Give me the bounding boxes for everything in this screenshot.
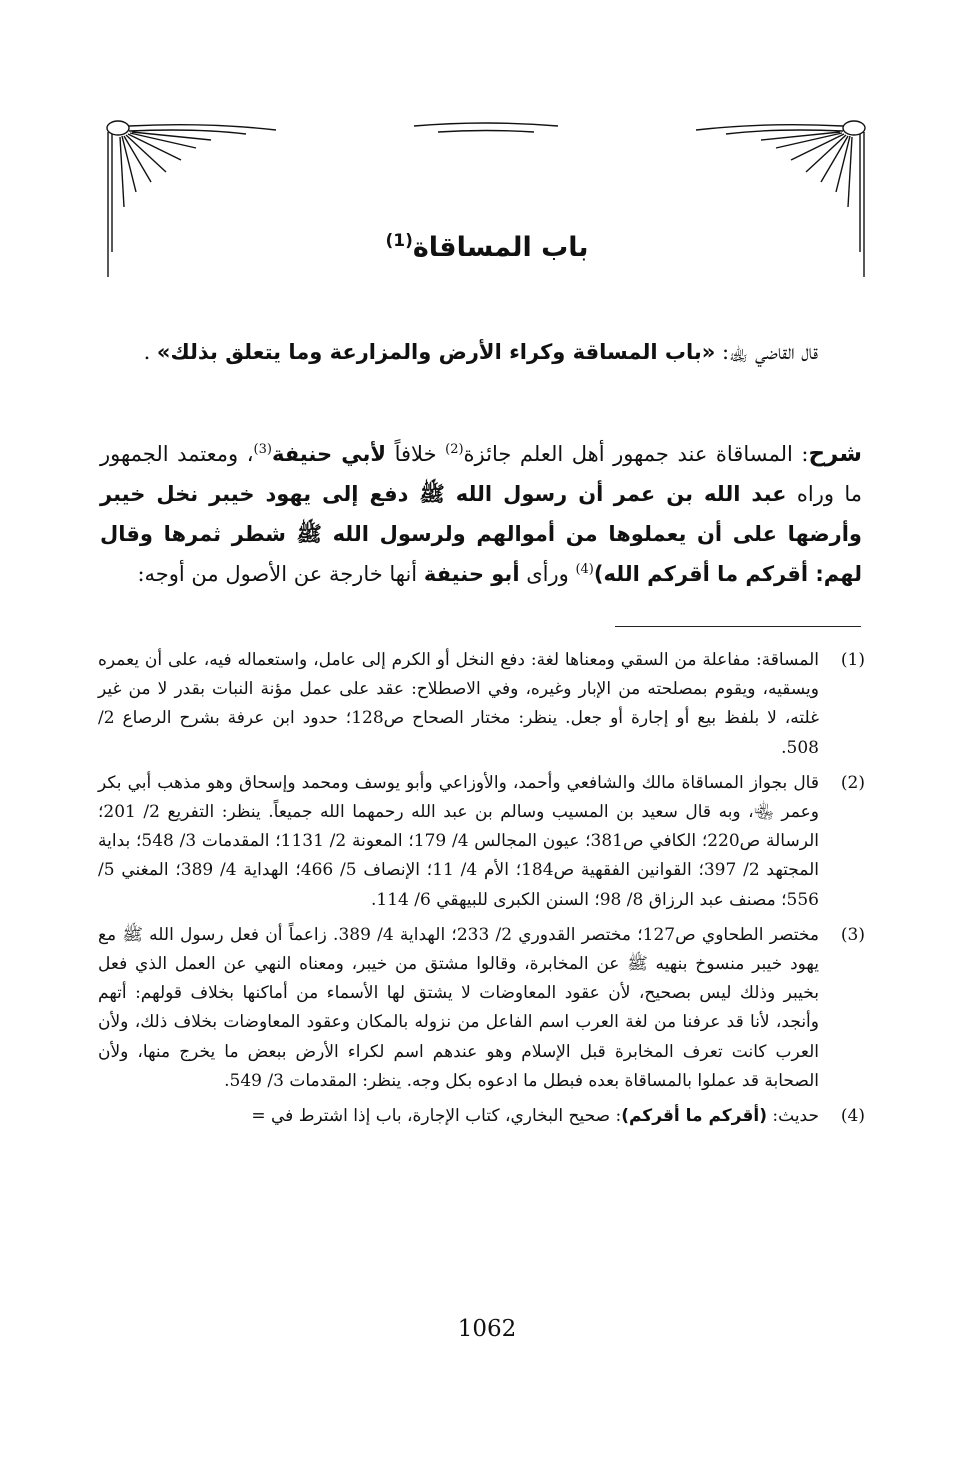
matn-intro: قال القاضي ﵀: (715, 340, 818, 364)
footnote-text: قال بجواز المساقاة مالك والشافعي وأحمد، والأوزاعي وأبو يوسف ومحمد وإسحاق وهو مذهب أبي بكر وعمر ﵄، وبه قال سعيد بن المسيب وسالم بن عبد الله رحمهما الله جميعاً. ينظر: التفريع 2/ 201؛ الرسالة ص220؛ الكافي ص381؛ عيون المجالس 4/ 179؛ المعونة 2/ 1131؛ المقدمات 3/ 548؛ بداية المجتهد 2/ 397؛ القوانين الفقهية ص184؛ الأم 4/ 11؛ الإنصاف 5/ 466؛ الهداية 4/ 389؛ المغني 5/ 556؛ مصنف عبد الرزاق 8/ 98؛ السنن الكبرى للبيهقي 6/ 114. (98, 772, 820, 910)
footnote-text (98, 1102, 819, 1131)
footnote-ref-4: (4) (575, 562, 594, 577)
sharh-paragraph (100, 434, 862, 594)
sharh-bold-ibn-umar: عبد الله بن عمر (613, 482, 787, 506)
sharh-label: شرح (808, 441, 862, 467)
chapter-title-text: باب المساقاة (412, 232, 589, 263)
footnote-ref-2: (2) (445, 442, 464, 457)
matn-end: . (143, 340, 157, 364)
matn-paragraph (100, 332, 862, 372)
footnotes-section (98, 646, 865, 1137)
footnote-number: (4) (840, 1106, 865, 1127)
footnote-separator (615, 626, 861, 627)
sharh-text-5: ورأى (519, 562, 576, 586)
footnote-bold: (أقركم ما أقركم) (621, 1106, 767, 1127)
footnote-number: (2) (840, 772, 865, 793)
sharh-text-2: خلافاً (386, 442, 446, 466)
sharh-text-6: أنها خارجة عن الأصول من أوجه: (137, 562, 424, 586)
footnote-number: (1) (840, 650, 865, 670)
footnote-post: : صحيح البخاري، كتاب الإجارة، باب إذا اشترط في = (251, 1106, 622, 1127)
footnote-item (98, 769, 865, 915)
sharh-bold-abu-hanifa-2: أبو حنيفة (423, 562, 520, 586)
matn-quote: «باب المساقة وكراء الأرض والمزارعة وما يتعلق بذلك» (156, 340, 716, 364)
chapter-footnote-ref: (1) (385, 231, 413, 251)
footnote-number: (3) (840, 924, 865, 945)
footnote-ref-3: (3) (253, 442, 272, 457)
sharh-text-1: : المساقاة عند جمهور أهل العلم جائزة (463, 442, 809, 466)
footnote-pre: حديث: (767, 1106, 819, 1127)
sharh-text-3: ، ومعتمد الجمهور ما وراه (100, 442, 862, 506)
page-number: 1062 (457, 1316, 517, 1342)
footnote-item (98, 921, 865, 1096)
sharh-bold-abu-hanifa: لأبي حنيفة (271, 442, 387, 466)
footnote-item (98, 1102, 865, 1131)
footnote-item (98, 646, 865, 763)
sharh-bold-hadith: أن رسول الله ﷺ دفع إلى يهود خيبر نخل خيبر وأرضها على أن يعملوها من أموالهم ولرسول الله ﷺ شطر ثمرها وقال لهم: أقركم ما أقركم الله) (100, 482, 862, 586)
chapter-title (0, 232, 974, 263)
footnote-text: المساقة: مفاعلة من السقي ومعناها لغة: دفع النخل أو الكرم إلى عامل، واستعماله فيه، على أن يعمره ويسقيه، ويقوم بمصلحته من الإبار وغيره، وفي الاصطلاح: عقد على عمل مؤنة النبات بقدر لا من غير غلته، لا بلفظ بيع أو إجارة أو جعل. ينظر: مختار الصحاح ص128؛ حدود ابن عرفة بشرح الرصاع 2/ 508. (98, 650, 819, 758)
footnote-text: مختصر الطحاوي ص127؛ مختصر القدوري 2/ 233؛ الهداية 4/ 389. زاعماً أن فعل رسول الله ﷺ مع يهود خيبر منسوخ بنهيه ﷺ عن المخابرة، وقالوا مشتق من خيبر، ومعناه النهي عن العمل الذي فعل بخيبر وذلك ليس بصحيح، لأن عقود المعاوضات لا يشتق لها الأسماء من أماكنها بخلاف قولهم: أتهم وأنجد، لأنا قد عرفنا من لغة العرب اسم الفاعل من نزوله بالمكان وعقود المعاوضات بخلاف ذلك، ولأن العرب كانت تعرف المخابرة قبل الإسلام وهو عندهم اسم لكراء الأرض ببعض ما يخرج منها، ولأن الصحابة قد عملوا بالمساقاة بعده فبطل ما ادعوه بكل وجه. ينظر: المقدمات 3/ 549. (98, 924, 819, 1091)
sharh-text-4 (603, 482, 613, 506)
